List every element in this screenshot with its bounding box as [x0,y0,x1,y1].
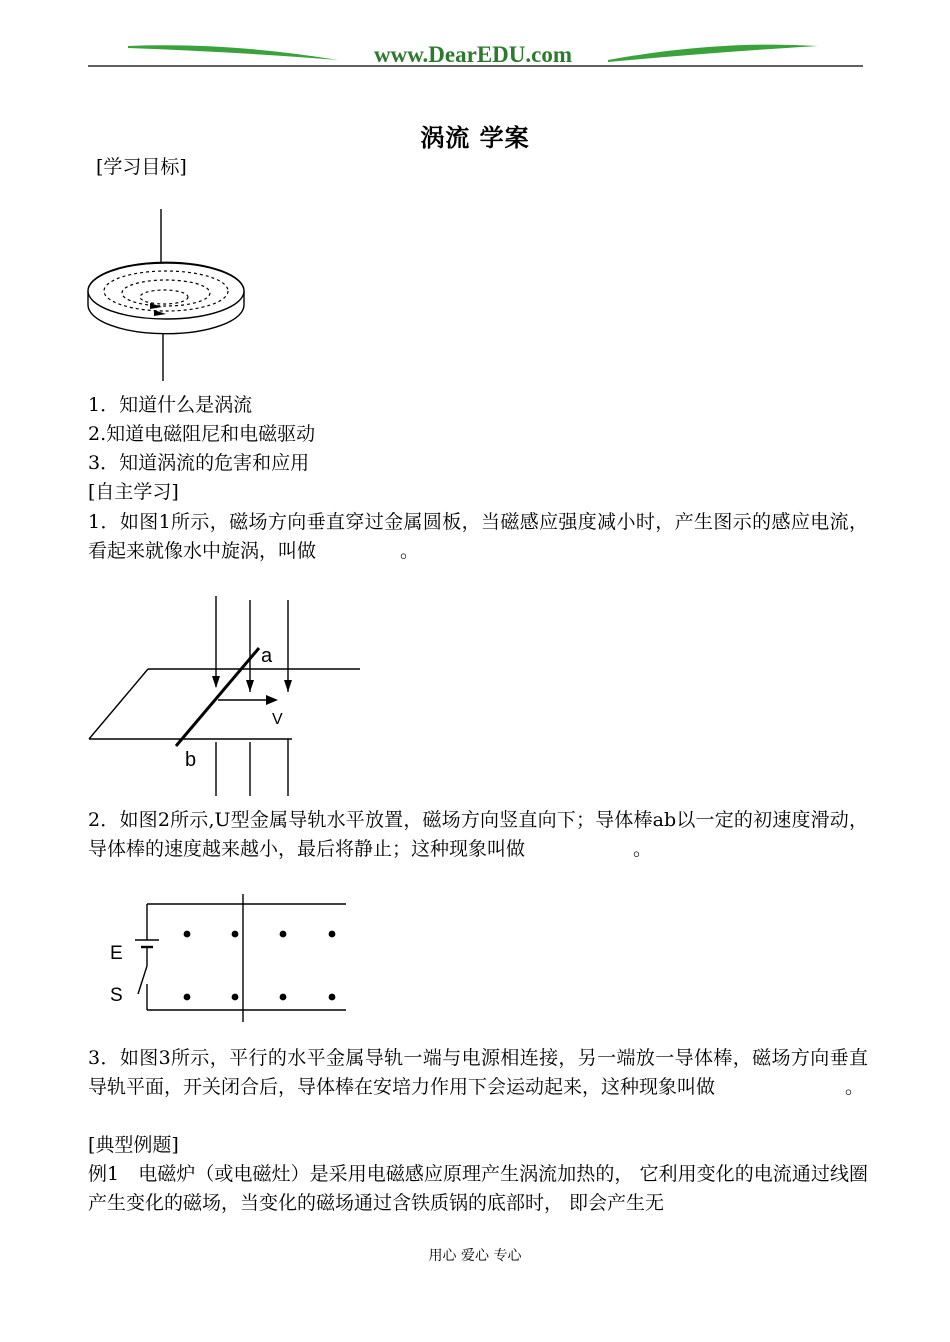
field-dot [329,994,336,1001]
field-dot [329,931,336,938]
field-arrow-3 [284,680,292,692]
header-swoosh-graphic [88,36,863,70]
field-dot [280,931,287,938]
label-s: S [110,985,123,1006]
objective-1: 1．知道什么是涡流 [88,394,253,416]
question-1 [88,508,868,566]
page-title: 涡流 学案 [420,123,530,152]
label-b: b [185,749,197,771]
question-2-end: 。 [633,838,653,860]
rail-end [89,669,148,739]
section-self-study: [自主学习] [88,481,179,503]
figure-2-rails [84,592,364,802]
site-name: www.DearEDU.com [373,42,573,67]
question-2-text: 2．如图2所示,U型金属导轨水平放置，磁场方向竖直向下；导体棒ab以一定的初速度滑动，导体棒的速度越来越小，最后将静止；这种现象叫做 [88,809,868,860]
header-banner [88,36,863,70]
objective-3: 3．知道涡流的危害和应用 [88,452,310,474]
section-objectives: [学习目标] [96,156,187,178]
right-swoosh [608,45,818,62]
example-1: 例1 电磁炉（或电磁灶）是采用电磁感应原理产生涡流加热的， 它利用变化的电流通过线圈产生变化的磁场，当变化的磁场通过含铁质锅的底部时， 即会产生无 [88,1163,868,1214]
objective-2: 2.知道电磁阻尼和电磁驱动 [88,423,316,445]
field-arrow-2 [246,680,254,692]
section-examples: [典型例题] [88,1134,179,1156]
velocity-arrowhead [266,695,278,705]
field-dot [280,994,287,1001]
question-1-text: 1．如图1所示，磁场方向垂直穿过金属圆板，当磁感应强度减小时，产生图示的感应电流，看起来就像水中旋涡，叫做 [88,511,868,562]
label-v: V [272,711,283,728]
label-e: E [110,943,123,964]
left-swoosh [128,45,338,60]
page-footer: 用心 爱心 专心 [428,1248,522,1264]
field-dot [184,994,191,1001]
question-2 [88,806,868,864]
field-dot [232,994,239,1001]
figure-3-circuit [100,892,360,1028]
field-dot [184,931,191,938]
question-3-text: 3．如图3所示，平行的水平金属导轨一端与电源相连接，另一端放一导体棒，磁场方向垂直导轨平面，开关闭合后，导体棒在安培力作用下会运动起来，这种现象叫做 [88,1047,868,1098]
question-3-end: 。 [845,1076,865,1098]
conductor-rod-ab [176,648,259,746]
question-1-end: 。 [400,540,420,562]
switch-blade [138,966,147,994]
field-dot [232,931,239,938]
field-dots [184,931,336,1001]
figure-1-disc [84,205,254,385]
field-arrow-1 [212,676,220,688]
question-3 [88,1044,868,1102]
label-a: a [261,645,273,667]
